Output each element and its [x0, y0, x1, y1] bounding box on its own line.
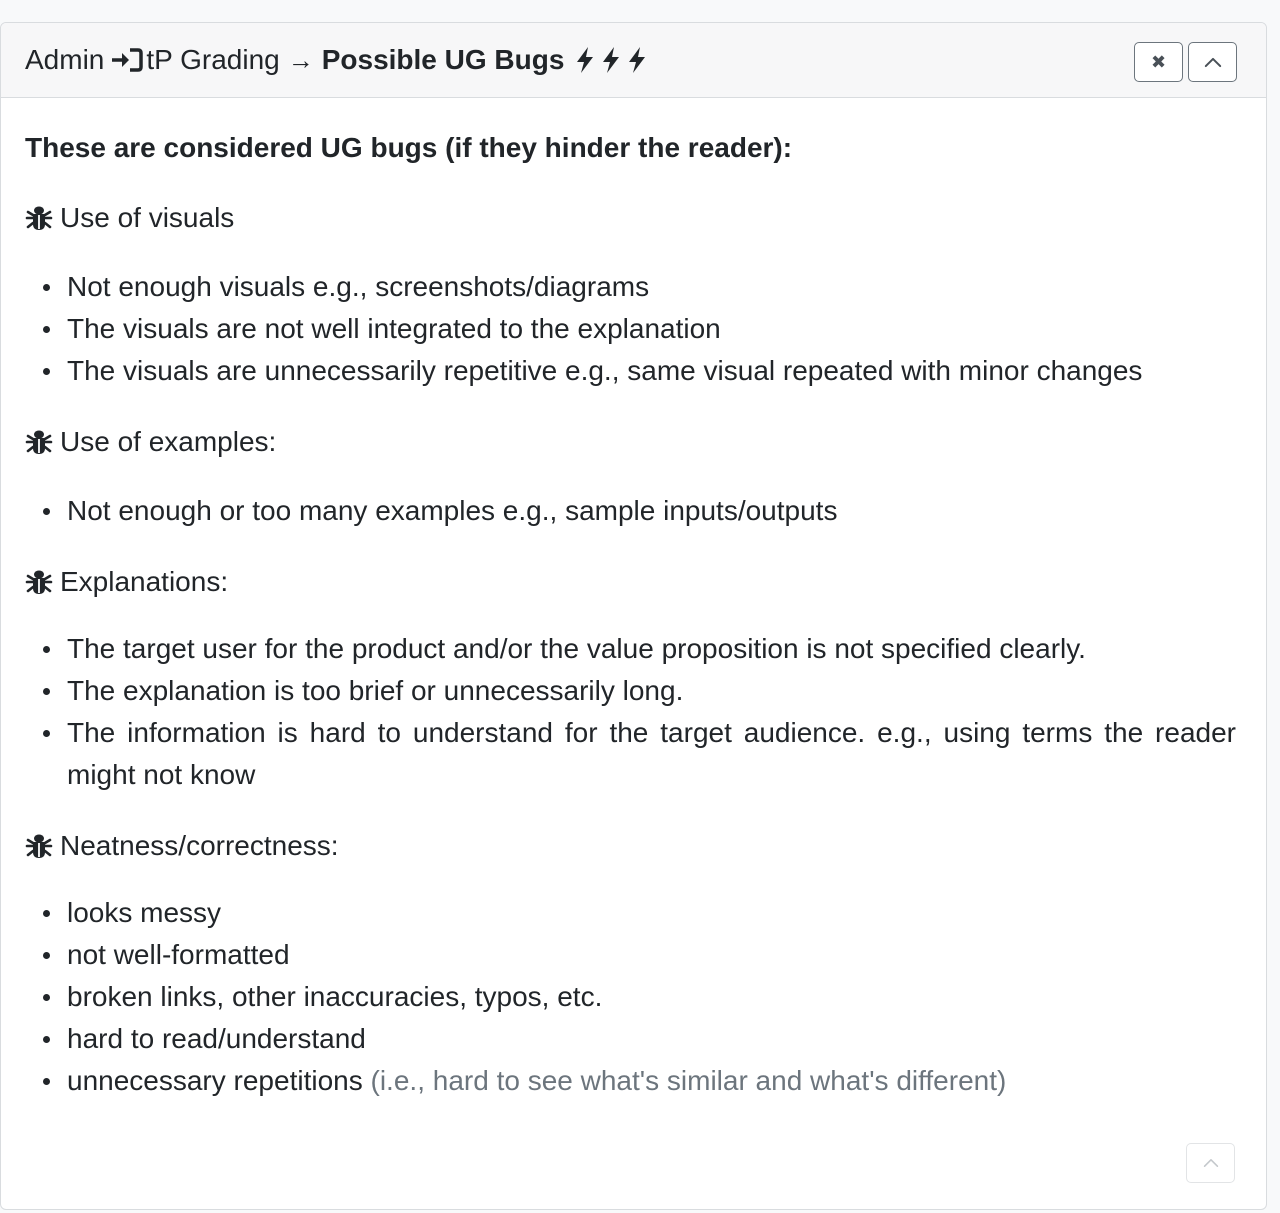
examples-bug-list: [25, 490, 1236, 532]
close-icon: ✖: [1150, 51, 1167, 72]
bolt-icons: [574, 46, 648, 74]
breadcrumb-arrow-icon: →: [287, 44, 314, 75]
list-item: hard to read/understand: [25, 1018, 1236, 1060]
breadcrumb-tp-grading[interactable]: tP Grading: [146, 44, 280, 75]
list-item-text: unnecessary repetitions: [67, 1065, 363, 1096]
visuals-bug-list: [25, 266, 1236, 392]
breadcrumb-admin[interactable]: Admin: [25, 44, 105, 75]
section-title-text: Use of examples:: [60, 426, 277, 457]
panel-body: [1, 98, 1266, 1102]
bug-icon: [25, 204, 53, 232]
bug-icon: [25, 832, 53, 860]
section-title-visuals: [25, 202, 1236, 234]
lightning-bolt-icon: [626, 46, 648, 74]
section-title-explanations: [25, 566, 1236, 598]
section-title-neatness: [25, 830, 1236, 862]
chevron-up-icon: [1204, 57, 1222, 68]
ug-bugs-panel: [0, 22, 1267, 1210]
list-item: The explanation is too brief or unnecessarily long.: [25, 670, 1236, 712]
list-item: Not enough visuals e.g., screenshots/diagrams: [25, 266, 1236, 308]
list-item: [25, 1060, 1236, 1102]
section-title-text: Explanations:: [60, 566, 229, 597]
list-item: The visuals are unnecessarily repetitive e.g., same visual repeated with minor changes: [25, 350, 1236, 392]
bug-icon: [25, 568, 53, 596]
list-item: The information is hard to understand for the target audience. e.g., using terms the reader might not know: [25, 712, 1236, 796]
collapse-button[interactable]: [1188, 42, 1237, 82]
chevron-up-icon: [1203, 1158, 1219, 1168]
section-title-text: Use of visuals: [60, 202, 235, 233]
lightning-bolt-icon: [600, 46, 622, 74]
neatness-bug-list: [25, 892, 1236, 1102]
page-title: Possible UG Bugs: [321, 44, 565, 75]
bug-icon: [25, 428, 53, 456]
list-item: broken links, other inaccuracies, typos, etc.: [25, 976, 1236, 1018]
list-item: not well-formatted: [25, 934, 1236, 976]
section-title-text: Neatness/correctness:: [60, 830, 339, 861]
breadcrumb: [25, 44, 648, 76]
panel-header: [1, 23, 1266, 98]
list-item: The visuals are not well integrated to the explanation: [25, 308, 1236, 350]
explanations-bug-list: [25, 628, 1236, 796]
scroll-to-top-button[interactable]: [1186, 1143, 1235, 1183]
list-item: Not enough or too many examples e.g., sample inputs/outputs: [25, 490, 1236, 532]
list-item-note: (i.e., hard to see what's similar and what's different): [370, 1065, 1007, 1096]
list-item: looks messy: [25, 892, 1236, 934]
section-title-examples: [25, 426, 1236, 458]
close-button[interactable]: [1134, 42, 1183, 82]
list-item: The target user for the product and/or the value proposition is not specified clearly.: [25, 628, 1236, 670]
panel-header-buttons: [1134, 42, 1237, 82]
sign-in-icon: [110, 46, 144, 74]
lightning-bolt-icon: [574, 46, 596, 74]
intro-text: These are considered UG bugs (if they hinder the reader):: [25, 132, 793, 163]
